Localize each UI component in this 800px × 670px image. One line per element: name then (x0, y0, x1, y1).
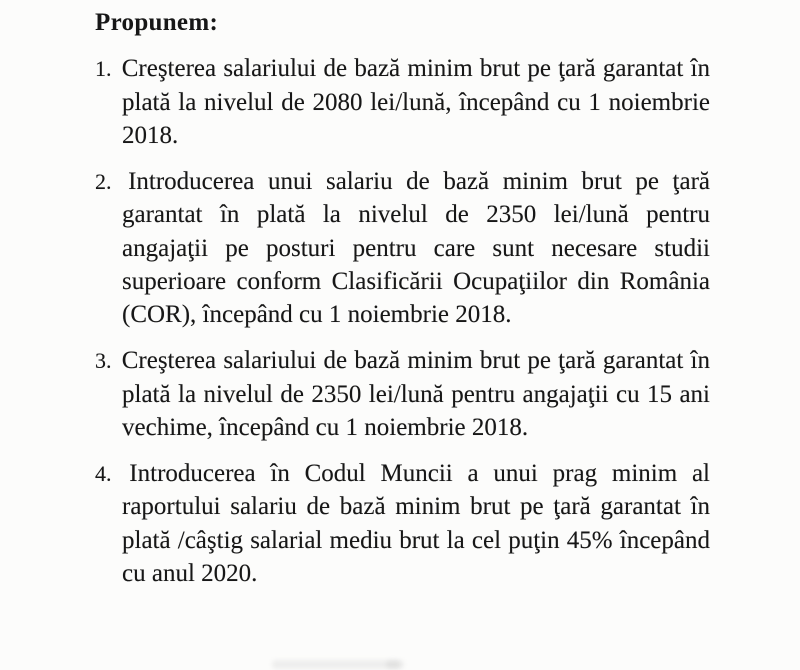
cutoff-line-artifact (272, 660, 400, 669)
document-heading: Propunem: (95, 9, 219, 36)
proposal-list (95, 52, 710, 590)
item-number: 2. (95, 169, 112, 194)
list-item-3 (95, 344, 710, 444)
item-number: 1. (95, 56, 112, 82)
item-number: 4. (95, 461, 112, 486)
item-text: Introducerea unui salariu de bază minim brut pe ţară garantat în plată la nivelul de 2350 lei/lună pentru angajaţii pe posturi pentru care sunt necesare studii superioare conform Clasificării Ocupaţiilor din România (COR), începând cu 1 noiembrie 2018. (122, 168, 711, 328)
cutoff-line-artifact (386, 660, 404, 669)
list-item-1 (95, 52, 710, 152)
item-text: Introducerea în Codul Muncii a unui prag minim al raportului salariu de bază minim brut pe ţară garantat în plată /câştig salarial mediu brut la cel puţin 45% începând cu anul 2020. (122, 460, 710, 587)
item-text: Creşterea salariului de bază minim brut pe ţară garantat în plată la nivelul de 2350 lei/lună pentru angajaţii cu 15 ani vechime, începând cu 1 noiembrie 2018. (121, 347, 710, 441)
list-item-4 (95, 457, 710, 590)
item-text: Creşterea salariului de bază minim brut pe ţară garantat în plată la nivelul de 2080 lei/lună, începând cu 1 noiembrie 2018. (121, 55, 710, 149)
item-number: 3. (95, 348, 112, 374)
list-item-2 (95, 165, 710, 331)
